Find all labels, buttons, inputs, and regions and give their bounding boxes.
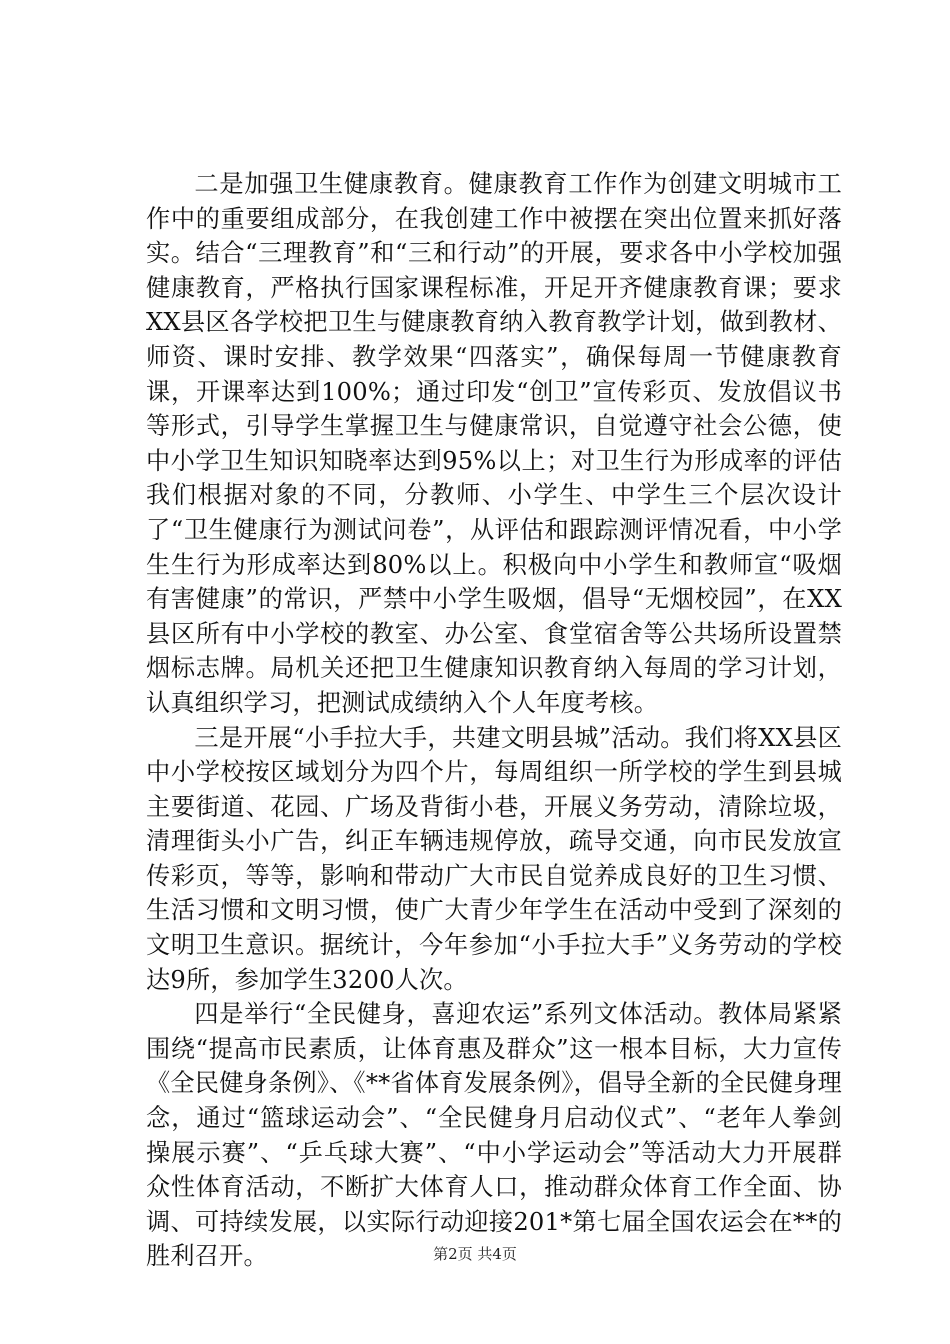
paragraph-fitness-activities: 四是举行“全民健身，喜迎农运”系列文体活动。教体局紧紧围绕“提高市民素质，让体育惠及群众”这一根本目标，大力宣传《全民健身条例》、《**省体育发展条例》，倡导全新的全民健身理念，通过“篮球运动会”、“全民健身月启动仪式”、“老年人拳剑操展示赛”、“乒乓球大赛”、“中小学运动会”等活动大力开展群众性体育活动，不断扩大体育人口，推动群众体育工作全面、协调、可持续发展，以实际行动迎接201*第七届全国农运会在**的胜利召开。	[146, 1000, 842, 1271]
paragraph-small-hands-activity: 三是开展“小手拉大手，共建文明县城”活动。我们将XX县区中小学校按区域划分为四个片，每周组织一所学校的学生到县城主要街道、花园、广场及背街小巷，开展义务劳动，清除垃圾，清理街头小广告，纠正车辆违规停放，疏导交通，向市民发放宣传彩页，等等，影响和带动广大市民自觉养成良好的卫生习惯、生活习惯和文明习惯，使广大青少年学生在活动中受到了深刻的文明卫生意识。据统计，今年参加“小手拉大手”义务劳动的学校达9所，参加学生3200人次。	[146, 723, 842, 994]
page-number-footer: 第2页 共4页	[433, 1245, 517, 1263]
document-body	[146, 167, 842, 1274]
paragraph-health-education: 二是加强卫生健康教育。健康教育工作作为创建文明城市工作中的重要组成部分，在我创建工作中被摆在突出位置来抓好落实。结合“三理教育”和“三和行动”的开展，要求各中小学校加强健康教育，严格执行国家课程标准，开足开齐健康教育课；要求XX县区各学校把卫生与健康教育纳入教育教学计划，做到教材、师资、课时安排、教学效果“四落实”，确保每周一节健康教育课，开课率达到100%；通过印发“创卫”宣传彩页、发放倡议书等形式，引导学生掌握卫生与健康常识，自觉遵守社会公德，使中小学卫生知识知晓率达到95%以上；对卫生行为形成率的评估我们根据对象的不同，分教师、小学生、中学生三个层次设计了“卫生健康行为测试问卷”，从评估和跟踪测评情况看，中小学生生行为形成率达到80%以上。积极向中小学生和教师宣“吸烟有害健康”的常识，严禁中小学生吸烟，倡导“无烟校园”，在XX县区所有中小学校的教室、办公室、食堂宿舍等公共场所设置禁烟标志牌。局机关还把卫生健康知识教育纳入每周的学习计划，认真组织学习，把测试成绩纳入个人年度考核。	[146, 170, 842, 717]
